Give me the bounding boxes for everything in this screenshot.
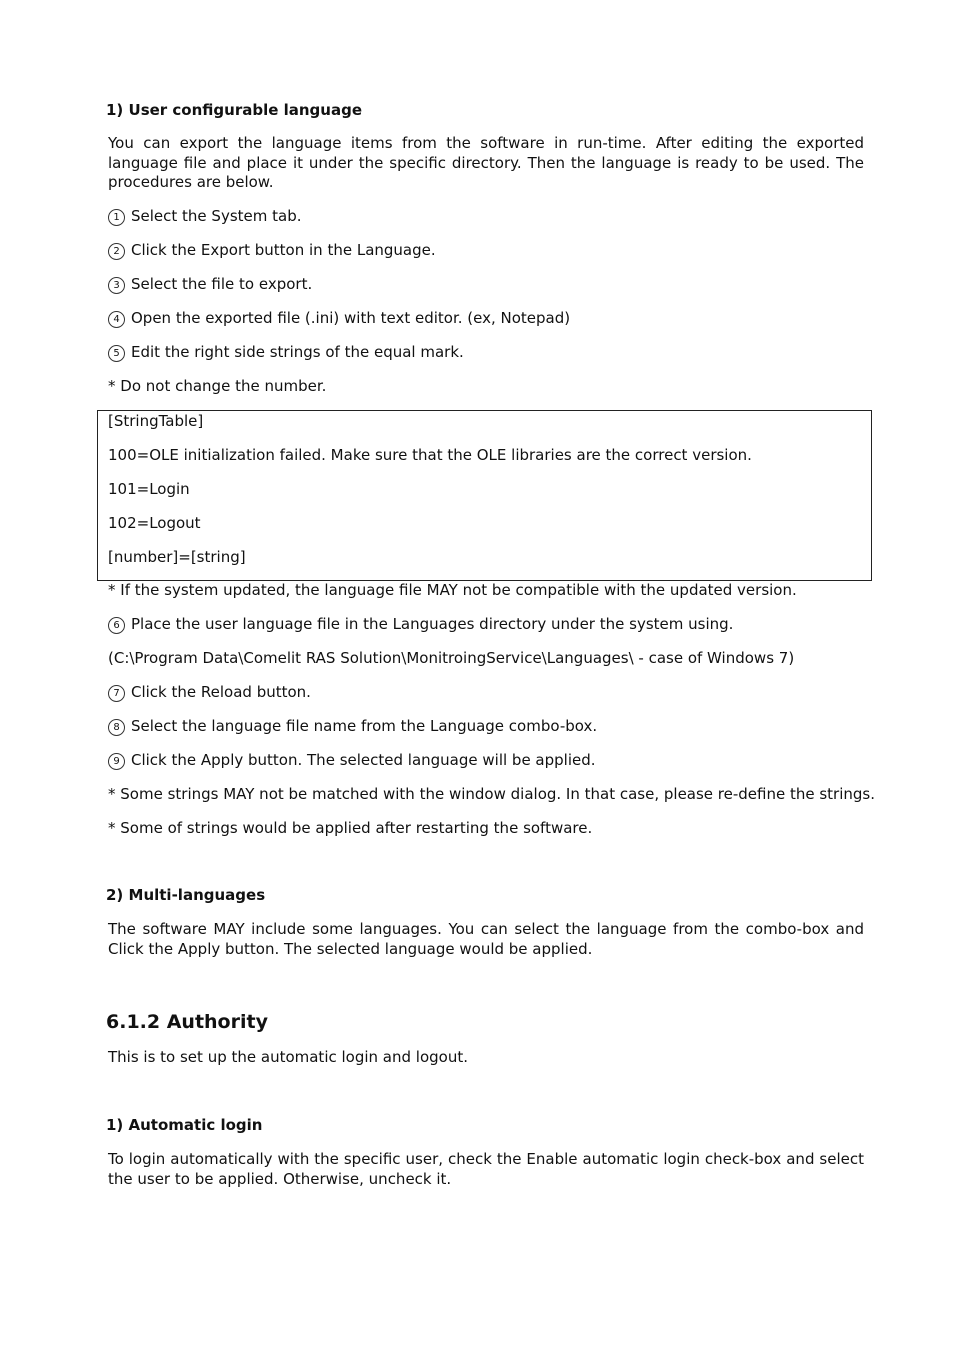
step-7: [108, 683, 311, 702]
step-6-text: Place the user language file in the Languages directory under the system using.: [131, 615, 734, 633]
section-heading-automatic-login: 1) Automatic login: [106, 1116, 263, 1134]
note-strings-mismatch: * Some strings MAY not be matched with the window dialog. In that case, please re-define the strings.: [108, 785, 876, 803]
code-line-1: [StringTable]: [108, 412, 204, 430]
ini-file-example-box: [97, 410, 872, 581]
step-2: [108, 241, 436, 260]
section-heading-authority: 6.1.2 Authority: [106, 1011, 268, 1033]
step-3-text: Select the file to export.: [131, 275, 313, 293]
circled-number-6: 6: [108, 617, 125, 634]
languages-directory-path: (C:\Program Data\Comelit RAS Solution\MonitroingService\Languages\ - case of Windows 7): [108, 649, 795, 667]
step-2-text: Click the Export button in the Language.: [131, 241, 436, 259]
step-6: [108, 615, 733, 634]
circled-number-4: 4: [108, 311, 125, 328]
circled-number-3: 3: [108, 277, 125, 294]
authority-paragraph: This is to set up the automatic login and logout.: [108, 1048, 468, 1066]
circled-number-2: 2: [108, 243, 125, 260]
step-3: [108, 275, 312, 294]
note-system-updated: * If the system updated, the language file MAY not be compatible with the updated version.: [108, 581, 797, 599]
step-5: [108, 343, 464, 362]
intro-paragraph: You can export the language items from the software in run-time. After editing the exported language file and place it under the specific directory. Then the language is ready to be used. The procedures are below.: [108, 134, 864, 191]
code-line-3: 101=Login: [108, 480, 190, 498]
circled-number-5: 5: [108, 345, 125, 362]
circled-number-7: 7: [108, 685, 125, 702]
step-4-text: Open the exported file (.ini) with text editor. (ex, Notepad): [131, 309, 571, 327]
code-line-2: 100=OLE initialization failed. Make sure that the OLE libraries are the correct version.: [108, 446, 752, 464]
circled-number-1: 1: [108, 209, 125, 226]
step-9-text: Click the Apply button. The selected language will be applied.: [131, 751, 596, 769]
step-1: [108, 207, 302, 226]
multi-languages-paragraph: The software MAY include some languages. You can select the language from the combo-box and Click the Apply button. The selected language would be applied.: [108, 920, 864, 958]
section-heading-user-configurable-language: 1) User configurable language: [106, 101, 363, 119]
code-line-5: [number]=[string]: [108, 548, 246, 566]
step-8: [108, 717, 597, 736]
circled-number-8: 8: [108, 719, 125, 736]
step-4: [108, 309, 570, 328]
step-5-text: Edit the right side strings of the equal mark.: [131, 343, 464, 361]
automatic-login-paragraph: To login automatically with the specific user, check the Enable automatic login check-box and select the user to be applied. Otherwise, uncheck it.: [108, 1150, 864, 1188]
circled-number-9: 9: [108, 753, 125, 770]
note-do-not-change-number: * Do not change the number.: [108, 377, 327, 395]
step-1-text: Select the System tab.: [131, 207, 302, 225]
note-restart: * Some of strings would be applied after restarting the software.: [108, 819, 593, 837]
step-9: [108, 751, 596, 770]
step-7-text: Click the Reload button.: [131, 683, 311, 701]
step-8-text: Select the language file name from the Language combo-box.: [131, 717, 598, 735]
code-line-4: 102=Logout: [108, 514, 201, 532]
section-heading-multi-languages: 2) Multi-languages: [106, 886, 266, 904]
